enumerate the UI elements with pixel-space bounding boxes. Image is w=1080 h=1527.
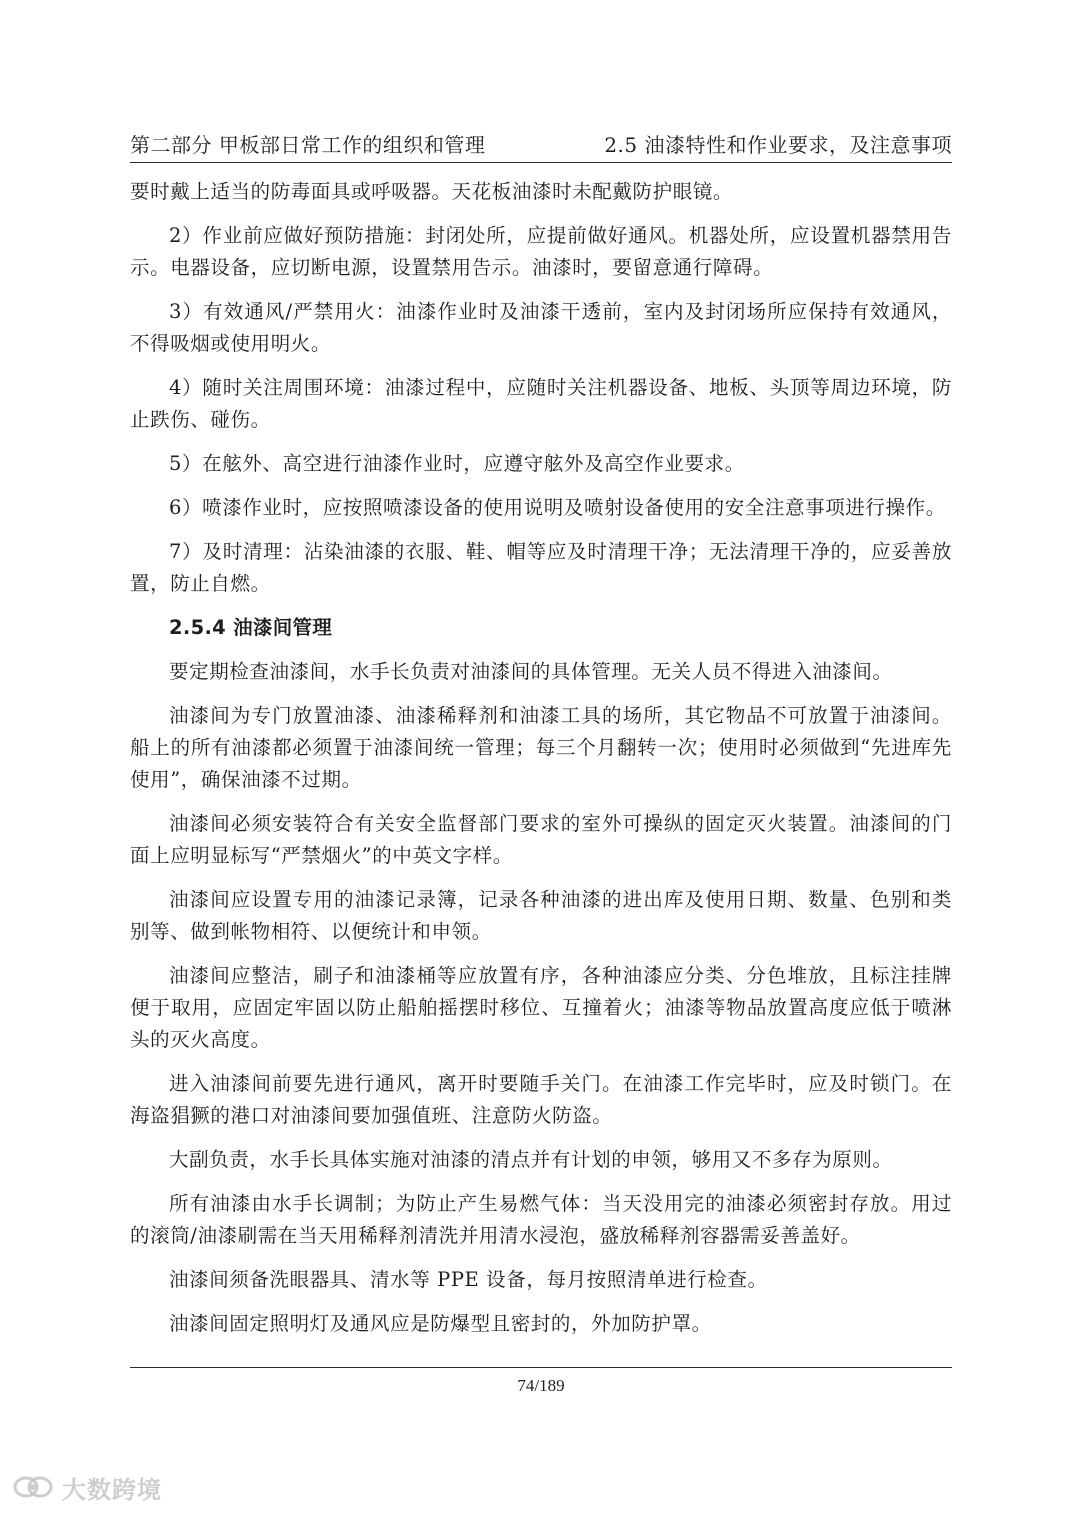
body-paragraph: 3）有效通风/严禁用火：油漆作业时及油漆干透前，室内及封闭场所应保持有效通风，不得吸烟或使用明火。 [130,300,952,355]
body-paragraph: 7）及时清理：沾染油漆的衣服、鞋、帽等应及时清理干净；无法清理干净的，应妥善放置，防止自燃。 [130,540,952,595]
running-header [130,131,952,159]
body-paragraph: 5）在舷外、高空进行油漆作业时，应遵守舷外及高空作业要求。 [169,452,745,475]
page-body [130,176,952,1352]
section-heading: 2.5.4 油漆间管理 [169,616,333,639]
section-paragraph: 油漆间必须安装符合有关安全监督部门要求的室外可操纵的固定灭火装置。油漆间的门面上应明显标写“严禁烟火”的中英文字样。 [130,812,952,867]
section-paragraph: 油漆间固定照明灯及通风应是防爆型且密封的，外加防护罩。 [169,1312,712,1335]
section-paragraph: 油漆间应设置专用的油漆记录簿，记录各种油漆的进出库及使用日期、数量、色别和类别等、做到帐物相符、以便统计和申领。 [130,888,952,943]
footer-divider [130,1367,952,1368]
watermark [12,1465,162,1509]
body-paragraph: 4）随时关注周围环境：油漆过程中，应随时关注机器设备、地板、头顶等周边环境，防止跌伤、碰伤。 [130,376,952,431]
section-paragraph: 所有油漆由水手长调制；为防止产生易燃气体：当天没用完的油漆必须密封存放。用过的滚筒/油漆刷需在当天用稀释剂清洗并用清水浸泡，盛放稀释剂容器需妥善盖好。 [130,1192,952,1247]
section-paragraph: 油漆间为专门放置油漆、油漆稀释剂和油漆工具的场所，其它物品不可放置于油漆间。船上的所有油漆都必须置于油漆间统一管理；每三个月翻转一次；使用时必须做到“先进库先使用”，确保油漆不过期。 [130,704,952,791]
page-number: 74/189 [517,1376,565,1395]
section-paragraph: 大副负责，水手长具体实施对油漆的清点并有计划的申领，够用又不多存为原则。 [169,1148,893,1171]
body-paragraph: 6）喷漆作业时，应按照喷漆设备的使用说明及喷射设备使用的安全注意事项进行操作。 [169,496,946,519]
watermark-logo-icon [12,1472,56,1502]
header-divider [130,162,952,163]
body-paragraph: 2）作业前应做好预防措施：封闭处所，应提前做好通风。机器处所，应设置机器禁用告示。电器设备，应切断电源，设置禁用告示。油漆时，要留意通行障碍。 [130,224,952,279]
section-paragraph: 油漆间须备洗眼器具、清水等 PPE 设备，每月按照清单进行检查。 [169,1268,768,1291]
section-paragraph: 油漆间应整洁，刷子和油漆桶等应放置有序，各种油漆应分类、分色堆放，且标注挂牌便于取用，应固定牢固以防止船舶摇摆时移位、互撞着火；油漆等物品放置高度应低于喷淋头的灭火高度。 [130,964,952,1051]
header-part-title: 第二部分 甲板部日常工作的组织和管理 [130,133,486,157]
header-section-title: 2.5 油漆特性和作业要求，及注意事项 [604,133,952,157]
body-paragraph: 要时戴上适当的防毒面具或呼吸器。天花板油漆时未配戴防护眼镜。 [130,180,734,203]
watermark-text: 大数跨境 [62,1475,162,1504]
section-paragraph: 要定期检查油漆间，水手长负责对油漆间的具体管理。无关人员不得进入油漆间。 [169,660,893,683]
section-paragraph: 进入油漆间前要先进行通风，离开时要随手关门。在油漆工作完毕时，应及时锁门。在海盗猖獗的港口对油漆间要加强值班、注意防火防盗。 [130,1072,952,1127]
